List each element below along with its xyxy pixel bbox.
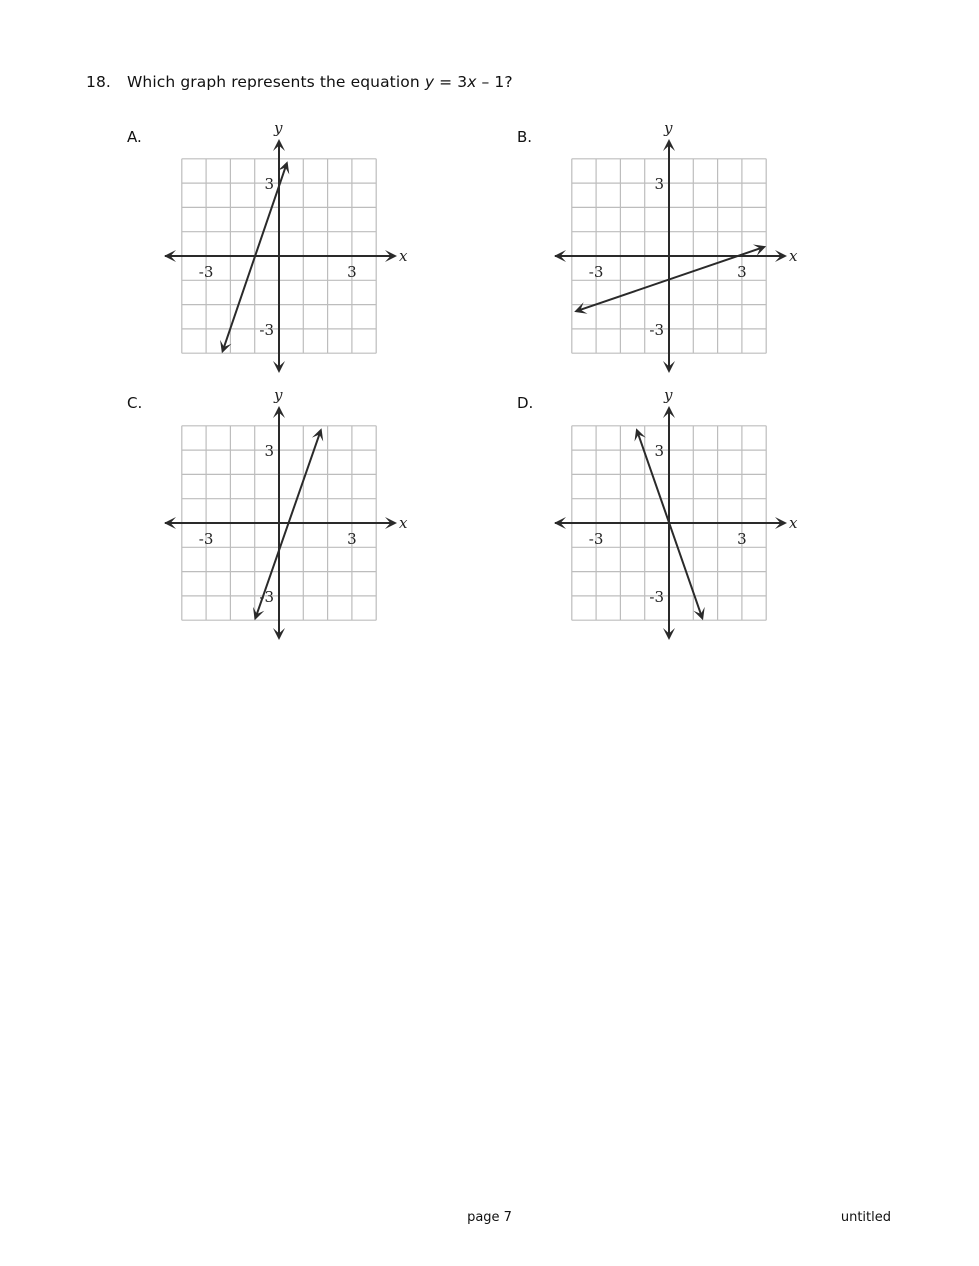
graph-option-a[interactable] [160,118,410,388]
tick-label-y-pos: 3 [654,175,664,194]
tick-label-x-neg: -3 [198,263,214,281]
option-a-label[interactable]: A. [127,128,142,146]
document-title: untitled [840,1210,891,1225]
option-b-label[interactable]: B. [517,128,533,146]
option-c-label[interactable]: C. [127,394,143,412]
x-axis-label: x [789,514,798,532]
tick-label-x-pos: 3 [347,263,357,281]
tick-label-y-pos: 3 [264,442,274,461]
question-text [86,73,513,91]
equation-suffix: – 1? [476,73,513,91]
y-axis-label: y [274,119,283,137]
equation-middle: = 3 [434,73,468,91]
tick-label-x-neg: -3 [588,530,604,548]
y-axis-label: y [274,386,283,404]
option-d-label[interactable]: D. [517,394,534,412]
tick-label-y-neg: -3 [649,587,664,606]
x-axis-label: x [399,514,408,532]
x-axis-label: x [789,247,798,265]
tick-label-y-neg: -3 [259,320,274,339]
graph-option-c[interactable] [160,385,410,655]
coordinate-grid [550,385,800,655]
y-axis-label: y [664,119,673,137]
equation-var-y: y [424,73,435,91]
tick-label-x-pos: 3 [347,530,357,548]
graph-option-b[interactable] [550,118,800,388]
plotted-line [257,434,320,615]
coordinate-grid [160,385,410,655]
equation-var-x: x [467,73,477,91]
page-number: page 7 [467,1210,512,1225]
tick-label-y-pos: 3 [264,175,274,194]
coordinate-grid [550,118,800,388]
y-axis-label: y [664,386,673,404]
graph-option-d[interactable] [550,385,800,655]
tick-label-x-neg: -3 [198,530,214,548]
question-number: 18. [86,73,111,91]
plotted-line [580,248,761,310]
tick-label-x-pos: 3 [737,263,747,281]
tick-label-y-pos: 3 [654,442,664,461]
tick-label-x-pos: 3 [737,530,747,548]
tick-label-y-neg: -3 [649,320,664,339]
coordinate-grid [160,118,410,388]
tick-label-x-neg: -3 [588,263,604,281]
question-prefix: Which graph represents the equation [127,73,425,91]
x-axis-label: x [399,247,408,265]
tick-label-y-neg: -3 [259,587,274,606]
